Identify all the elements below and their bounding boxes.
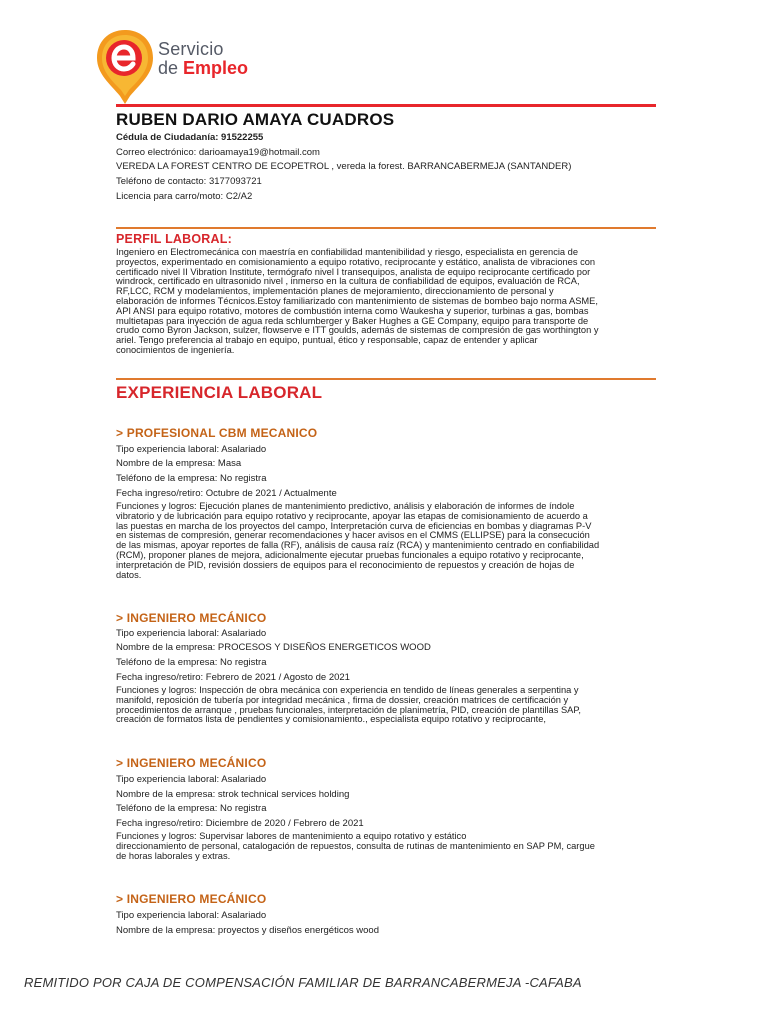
paragraph-line: datos.: [116, 570, 142, 580]
contact-phone: Teléfono de contacto: 3177093721: [116, 176, 262, 187]
paragraph-line: interpretación de PID, revisión dossiers de equipos para el reconocimiento de repuestos y creación de hojas de: [116, 560, 575, 570]
paragraph-line: procedimientos de arranque , pruebas funcionales, interpretación de planimetría, PID, creación de plantillas SAP,: [116, 705, 581, 715]
job-type: Tipo experiencia laboral: Asalariado: [116, 628, 267, 639]
job-functions: [116, 832, 656, 861]
job-company: Nombre de la empresa: PROCESOS Y DISEÑOS ENERGETICOS WOOD: [116, 642, 431, 653]
paragraph-line: Funciones y logros: Inspección de obra mecánica con experiencia en tendido de líneas generales a serpentina y: [116, 686, 579, 695]
cedula: Cédula de Ciudadanía: 91522255: [116, 132, 264, 143]
paragraph-line: API ANSI para equipo rotativo, motores de combustión interna como Waukesha y superior, turbinas a gas, bombas: [116, 306, 589, 316]
paragraph-line: vibratorio y de lubricación para equipo rotativo y reciprocante, apoyar las etapas de comisionamiento de acuerdo a: [116, 511, 588, 521]
perfil-text: [116, 248, 656, 356]
job-type: Tipo experiencia laboral: Asalariado: [116, 774, 267, 785]
driver-license: Licencia para carro/moto: C2/A2: [116, 191, 253, 202]
paragraph-line: de las mismas, apoyar reportes de falla (RF), análisis de causa raíz (RCA) y mantenimiento centrado en confiabilidad: [116, 541, 600, 551]
job-type: Tipo experiencia laboral: Asalariado: [116, 444, 267, 455]
paragraph-line: RF,LCC, RCM y modelamientos, implementación planes de mejoramiento, direccionamiento de personal y: [116, 287, 554, 297]
paragraph-line: en sistemas de compresión, generar recomendaciones y hacer avisos en el CMMS (ELLIPSE) para la consecución: [116, 531, 590, 541]
job-title: > INGENIERO MECÁNICO: [116, 611, 267, 625]
perfil-divider: [116, 227, 656, 229]
job-type: Tipo experiencia laboral: Asalariado: [116, 910, 267, 921]
paragraph-line: elaboración de informes Técnicos.Estoy familiarizado con mantenimiento de sistemas de bombeo bajo norma ASME,: [116, 296, 598, 306]
logo-wordmark: [158, 40, 248, 77]
logo-line-1: Servicio: [158, 39, 224, 59]
paragraph-line: ariel. Tengo preferencia al trabajo en equipo, puntual, ético y responsable, capaz de entender y aplicar: [116, 336, 538, 346]
paragraph-line: (RCM), proponer planes de mejora, adicionalmente ejecutar pruebas funcionales a equipo rotativo y reciprocante,: [116, 550, 584, 560]
header-divider: [116, 104, 656, 107]
servicio-empleo-logo-icon: [94, 26, 156, 106]
job-title: > PROFESIONAL CBM MECANICO: [116, 426, 318, 440]
footer-remitido: REMITIDO POR CAJA DE COMPENSACIÓN FAMILIAR DE BARRANCABERMEJA -CAFABA: [24, 975, 582, 990]
paragraph-line: Ingeniero en Electromecánica con maestría en confiabilidad mantenibilidad y riesgo, especialista en gerencia de: [116, 248, 579, 257]
paragraph-line: crudo como Byron Jackson, sulzer, flowserve e ITT goulds, además de sistemas de compresión de gas worthington y: [116, 326, 599, 336]
job-phone: Teléfono de la empresa: No registra: [116, 473, 267, 484]
job-phone: Teléfono de la empresa: No registra: [116, 657, 267, 668]
logo-line-2: [158, 59, 248, 77]
logo-line-2-brand: Empleo: [183, 58, 249, 78]
job-company: Nombre de la empresa: proyectos y diseños energéticos wood: [116, 925, 379, 936]
address: VEREDA LA FOREST CENTRO DE ECOPETROL , vereda la forest. BARRANCABERMEJA (SANTANDER): [116, 161, 572, 172]
job-title: > INGENIERO MECÁNICO: [116, 756, 267, 770]
email: Correo electrónico: darioamaya19@hotmail.com: [116, 147, 320, 158]
paragraph-line: Funciones y logros: Supervisar labores de mantenimiento a equipo rotativo y estático: [116, 832, 467, 841]
experiencia-divider: [116, 378, 656, 380]
job-functions: [116, 502, 656, 580]
perfil-title: PERFIL LABORAL:: [116, 232, 232, 246]
paragraph-line: Funciones y logros: Ejecución planes de mantenimiento predictivo, análisis y elaboración de informes de índole: [116, 502, 575, 511]
paragraph-line: certificado nivel II Vibration Institute, termógrafo nivel I transequipos, analista de equipo reciprocante certificado por: [116, 267, 591, 277]
candidate-name: RUBEN DARIO AMAYA CUADROS: [116, 110, 395, 129]
paragraph-line: windrock, certificado en ultrasonido nivel , inmerso en la cultura de confiabilidad de equipos, evaluación de RCA,: [116, 277, 580, 287]
job-phone: Teléfono de la empresa: No registra: [116, 803, 267, 814]
logo-line-2-prefix: de: [158, 58, 184, 78]
paragraph-line: de horas laborales y extras.: [116, 851, 231, 861]
experiencia-title: EXPERIENCIA LABORAL: [116, 383, 323, 402]
paragraph-line: creación de formatos lista de pendientes y comisionamiento., especialista equipo rotativo y reciprocante,: [116, 715, 546, 725]
job-company: Nombre de la empresa: strok technical services holding: [116, 789, 350, 800]
paragraph-line: manifold, reposición de tubería por integridad mecánica , firma de dossier, creación matrices de certificación y: [116, 695, 569, 705]
paragraph-line: proyectos, experimentado en comisionamiento a equipo rotativo, reciprocante y estático, analista de vibraciones con: [116, 257, 596, 267]
job-dates: Fecha ingreso/retiro: Octubre de 2021 / Actualmente: [116, 488, 337, 499]
job-company: Nombre de la empresa: Masa: [116, 458, 242, 469]
paragraph-line: direccionamiento de personal, catalogación de repuestos, consulta de rutinas de mantenimiento en SAP PM, cargue: [116, 841, 595, 851]
job-title: > INGENIERO MECÁNICO: [116, 892, 267, 906]
job-dates: Fecha ingreso/retiro: Diciembre de 2020 / Febrero de 2021: [116, 818, 364, 829]
job-functions: [116, 686, 656, 725]
job-dates: Fecha ingreso/retiro: Febrero de 2021 / Agosto de 2021: [116, 672, 350, 683]
paragraph-line: conocimientos de ingeniería.: [116, 345, 235, 355]
paragraph-line: multietapas para inyección de agua reda schlumberger y Baker Hughes a GE Company, equipo para transporte de: [116, 316, 589, 326]
paragraph-line: las puestas en marcha de los proyectos del campo, Interpretación curva de eficiencias en bombas y diagramas P-V: [116, 521, 592, 531]
servicio-empleo-logo: [94, 26, 264, 106]
